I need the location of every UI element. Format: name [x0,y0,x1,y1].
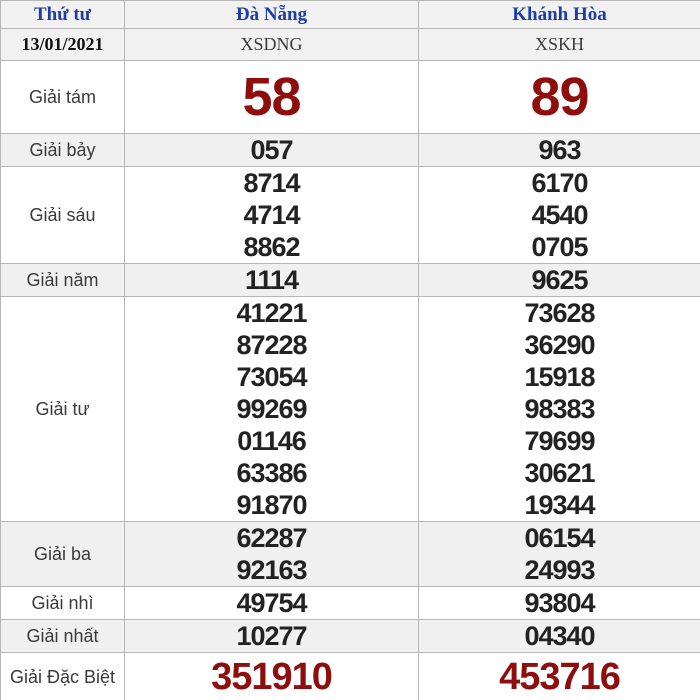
prize-number: 24993 [524,555,595,585]
prize-number: 9625 [531,265,588,295]
prize-number: 453716 [499,656,620,698]
station-code-danang: XSDNG [125,29,419,61]
prize-row [1,653,700,700]
prize-numbers-khanhhoa [419,264,700,297]
prize-number: 04340 [524,621,595,651]
prize-numbers-danang [125,620,419,653]
prize-number: 41221 [236,298,307,328]
prize-numbers-danang [125,134,419,167]
prize-numbers-danang [125,61,419,134]
prize-number: 30621 [524,458,595,488]
prize-row [1,61,700,134]
prize-number: 99269 [236,394,307,424]
province-header-danang[interactable]: Đà Nẵng [125,1,419,29]
prize-number: 8714 [243,168,300,198]
prize-row [1,620,700,653]
prize-number: 963 [538,135,581,165]
prize-number: 4714 [243,200,300,230]
prize-label: Giải nhì [1,587,125,620]
prize-row [1,587,700,620]
prize-number: 73628 [524,298,595,328]
prize-number: 1114 [244,265,299,295]
prize-numbers-danang [125,653,419,700]
header-row [1,1,700,29]
prize-number: 87228 [236,330,307,360]
prize-label: Giải sáu [1,167,125,264]
prize-number: 15918 [524,362,595,392]
prize-numbers-khanhhoa [419,167,700,264]
prize-number: 89 [530,67,589,127]
prize-numbers-khanhhoa [419,61,700,134]
province-header-khanhhoa[interactable]: Khánh Hòa [419,1,700,29]
station-code-khanhhoa: XSKH [419,29,700,61]
prize-number: 98383 [524,394,595,424]
prize-number: 93804 [524,588,595,618]
prize-number: 0705 [531,232,588,262]
date-row [1,29,700,61]
prize-row [1,167,700,264]
prize-label: Giải bảy [1,134,125,167]
prize-number: 79699 [524,426,595,456]
prize-label: Giải nhất [1,620,125,653]
prize-number: 4540 [531,200,588,230]
prize-numbers-danang [125,587,419,620]
prize-numbers-khanhhoa [419,587,700,620]
prize-numbers-khanhhoa [419,620,700,653]
prize-label: Giải tám [1,61,125,134]
prize-row [1,522,700,587]
prize-row [1,134,700,167]
prize-numbers-khanhhoa [419,522,700,587]
prize-numbers-khanhhoa [419,134,700,167]
prize-number: 8862 [243,232,300,262]
draw-date: 13/01/2021 [1,29,125,61]
prize-number: 057 [250,135,293,165]
prize-number: 63386 [236,458,307,488]
prize-number: 73054 [236,362,307,392]
day-header[interactable]: Thứ tư [1,1,125,29]
prize-label: Giải tư [1,297,125,522]
prize-row [1,297,700,522]
prize-number: 91870 [236,490,307,520]
prize-number: 19344 [524,490,595,520]
prize-label: Giải Đặc Biệt [1,653,125,700]
prize-numbers-danang [125,297,419,522]
prize-number: 58 [242,67,301,127]
prize-number: 351910 [211,656,332,698]
prize-numbers-danang [125,522,419,587]
prize-row [1,264,700,297]
prize-numbers-danang [125,167,419,264]
prize-number: 10277 [236,621,307,651]
prize-number: 49754 [236,588,307,618]
prize-numbers-khanhhoa [419,653,700,700]
prize-label: Giải ba [1,522,125,587]
prize-number: 6170 [531,168,588,198]
prize-number: 92163 [236,555,307,585]
prize-number: 01146 [237,426,306,456]
prize-numbers-khanhhoa [419,297,700,522]
prize-numbers-danang [125,264,419,297]
prize-label: Giải năm [1,264,125,297]
prize-number: 36290 [524,330,595,360]
prize-number: 62287 [236,523,307,553]
prize-number: 06154 [524,523,595,553]
